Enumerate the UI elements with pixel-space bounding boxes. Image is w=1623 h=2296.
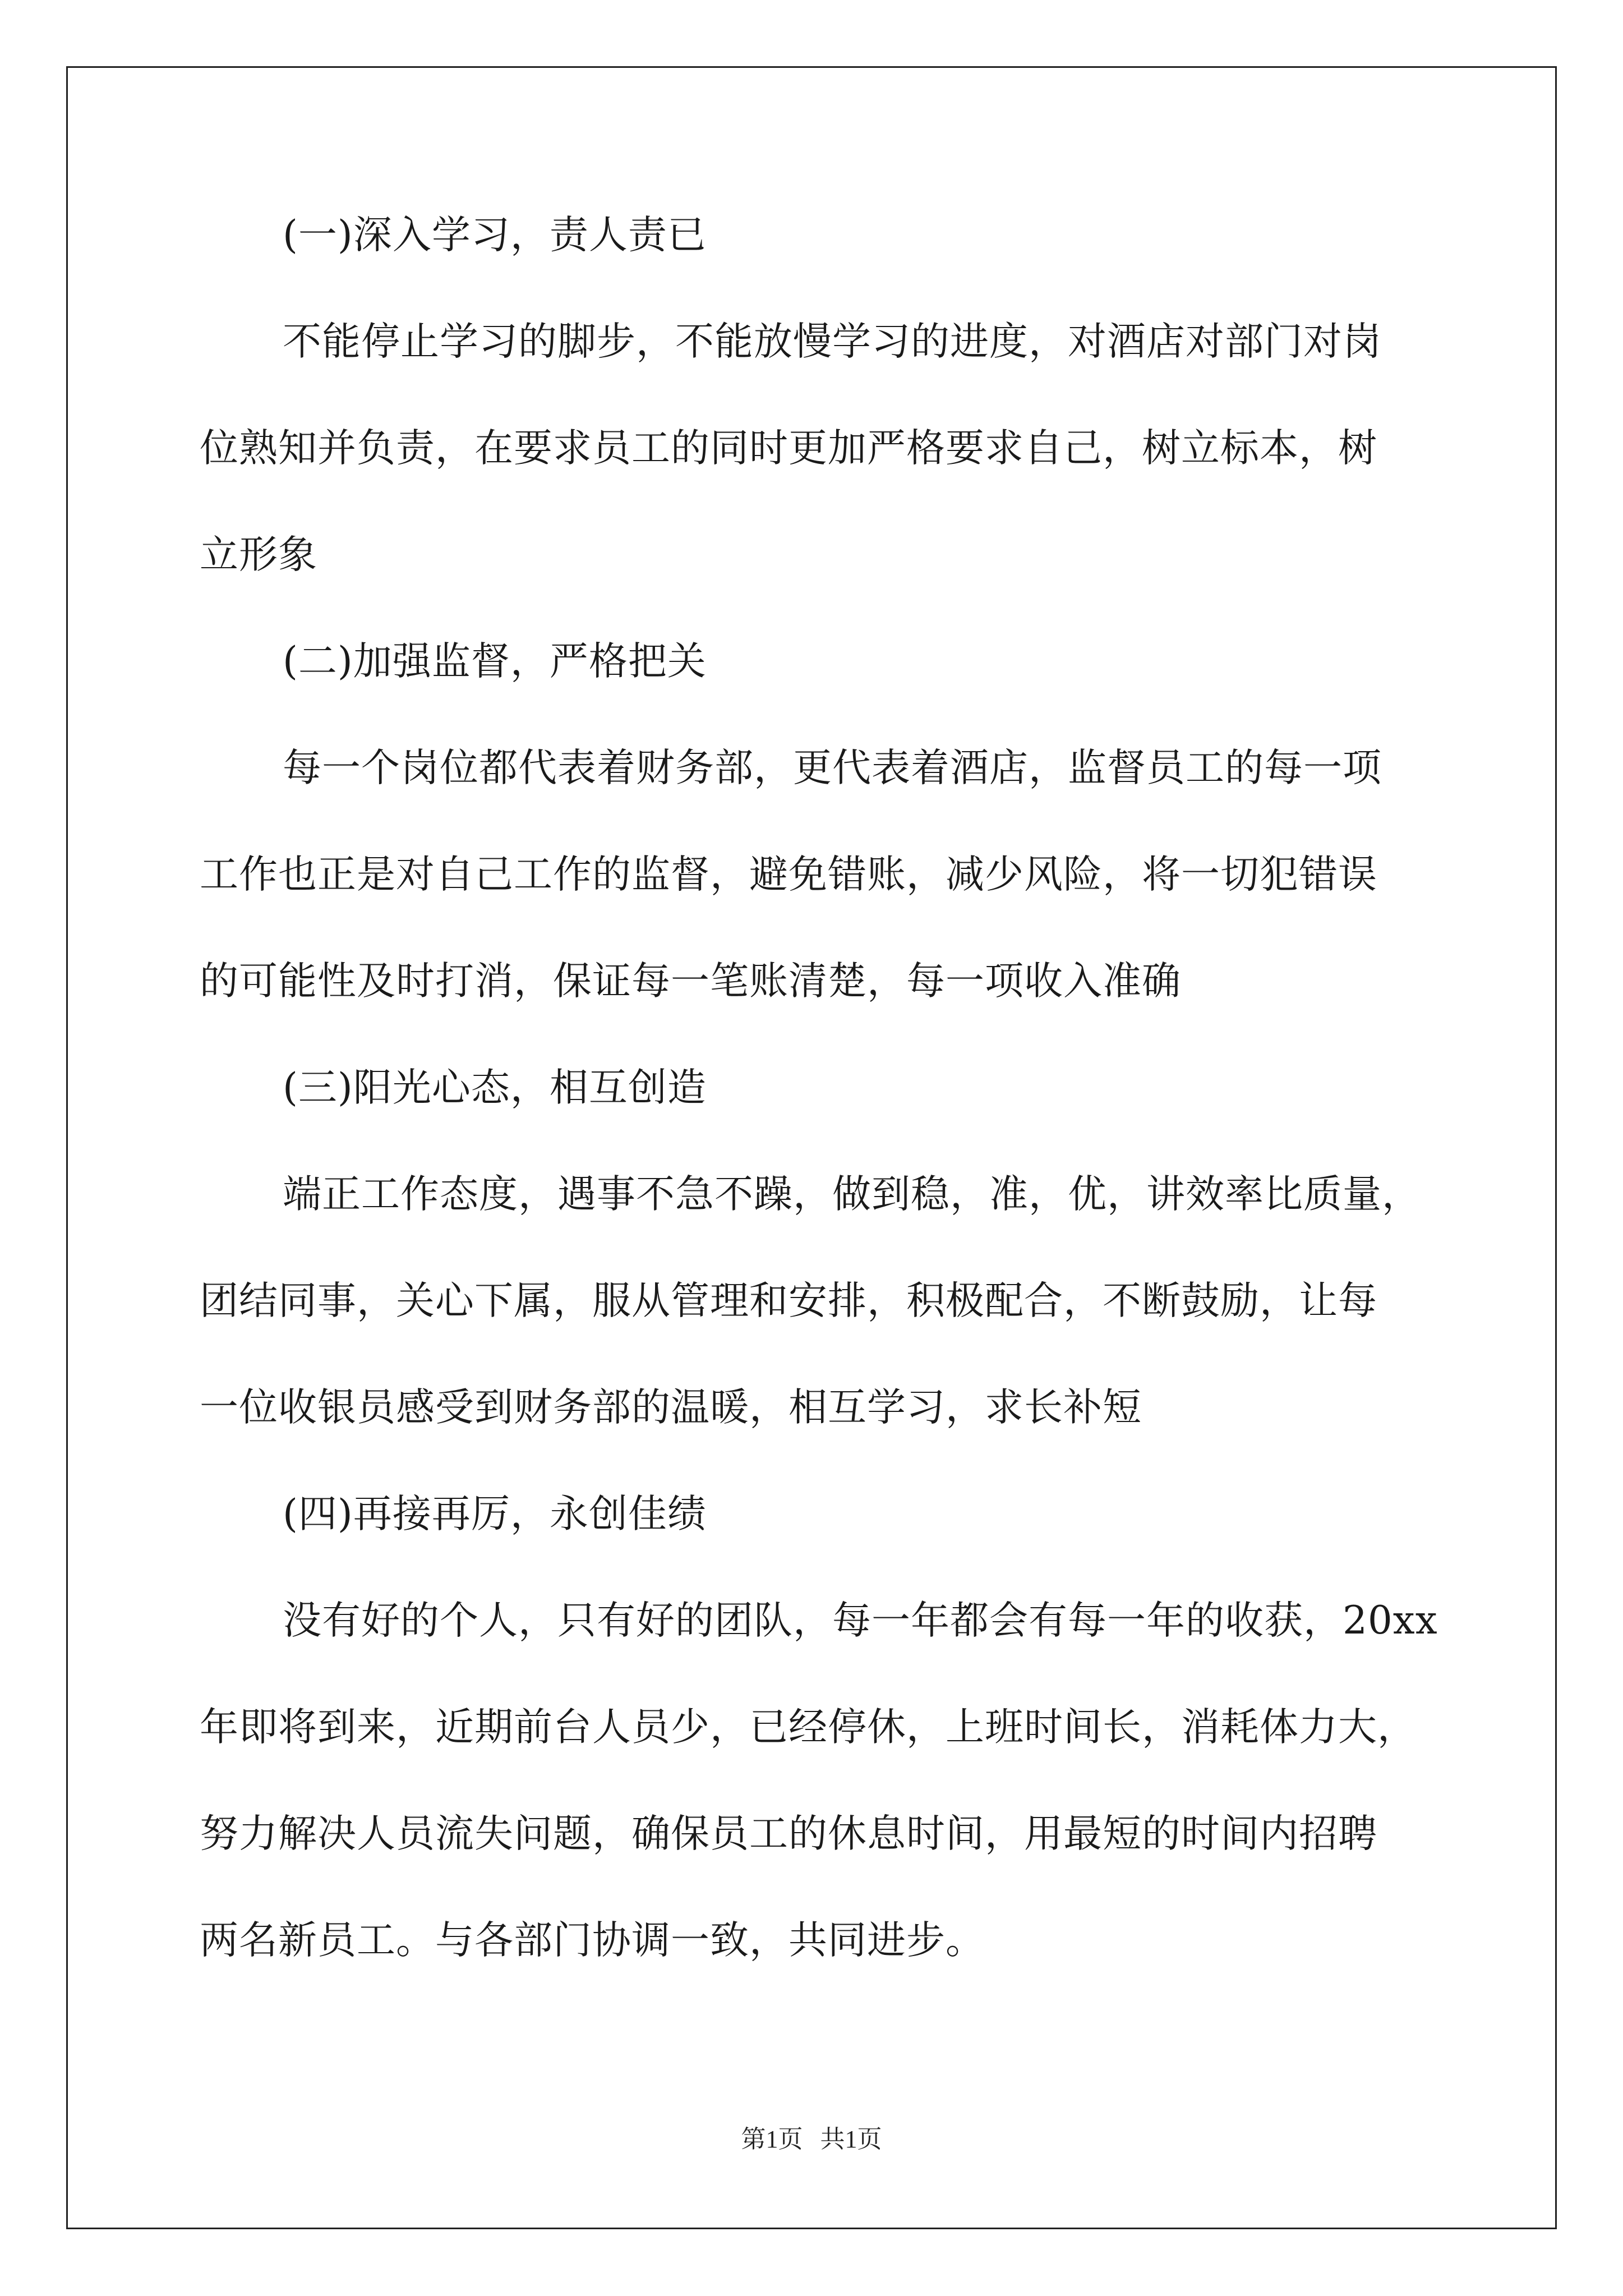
paragraph-line: 不能停止学习的脚步，不能放慢学习的进度，对酒店对部门对岗 — [283, 319, 1382, 364]
paragraph-line: 每一个岗位都代表着财务部，更代表着酒店，监督员工的每一项 — [283, 746, 1382, 790]
paragraph-line: 的可能性及时打消，保证每一笔账清楚，每一项收入准确 — [200, 959, 1181, 1004]
page-footer — [0, 2127, 1623, 2152]
paragraph-line: 端正工作态度，遇事不急不躁，做到稳，准，优，讲效率比质量， — [283, 1172, 1421, 1217]
paragraph-line: 没有好的个人，只有好的团队，每一年都会有每一年的收获，20xx — [283, 1598, 1438, 1643]
page-number: 第1页 — [741, 2125, 803, 2153]
paragraph-line: 团结同事，关心下属，服从管理和安排，积极配合，不断鼓励，让每 — [200, 1278, 1377, 1323]
paragraph-line: 两名新员工。与各部门协调一致，共同进步。 — [200, 1918, 985, 1963]
paragraph-line: 年即将到来，近期前台人员少，已经停休，上班时间长，消耗体力大， — [200, 1705, 1417, 1750]
section-heading: (二)加强监督，严格把关 — [283, 639, 707, 684]
paragraph-line: 努力解决人员流失问题，确保员工的休息时间，用最短的时间内招聘 — [200, 1811, 1377, 1856]
section-heading: (三)阳光心态，相互创造 — [283, 1065, 707, 1110]
paragraph-line: 位熟知并负责，在要求员工的同时更加严格要求自己，树立标本，树 — [200, 426, 1377, 471]
paragraph-line: 一位收银员感受到财务部的温暖，相互学习，求长补短 — [200, 1385, 1142, 1430]
section-heading: (一)深入学习，责人责已 — [283, 213, 707, 257]
page-total: 共1页 — [820, 2125, 882, 2153]
paragraph-line: 立形象 — [200, 532, 317, 577]
paragraph-line: 工作也正是对自己工作的监督，避免错账，减少风险，将一切犯错误 — [200, 852, 1377, 897]
document-body — [200, 213, 1439, 2028]
section-heading: (四)再接再厉，永创佳绩 — [283, 1492, 707, 1536]
